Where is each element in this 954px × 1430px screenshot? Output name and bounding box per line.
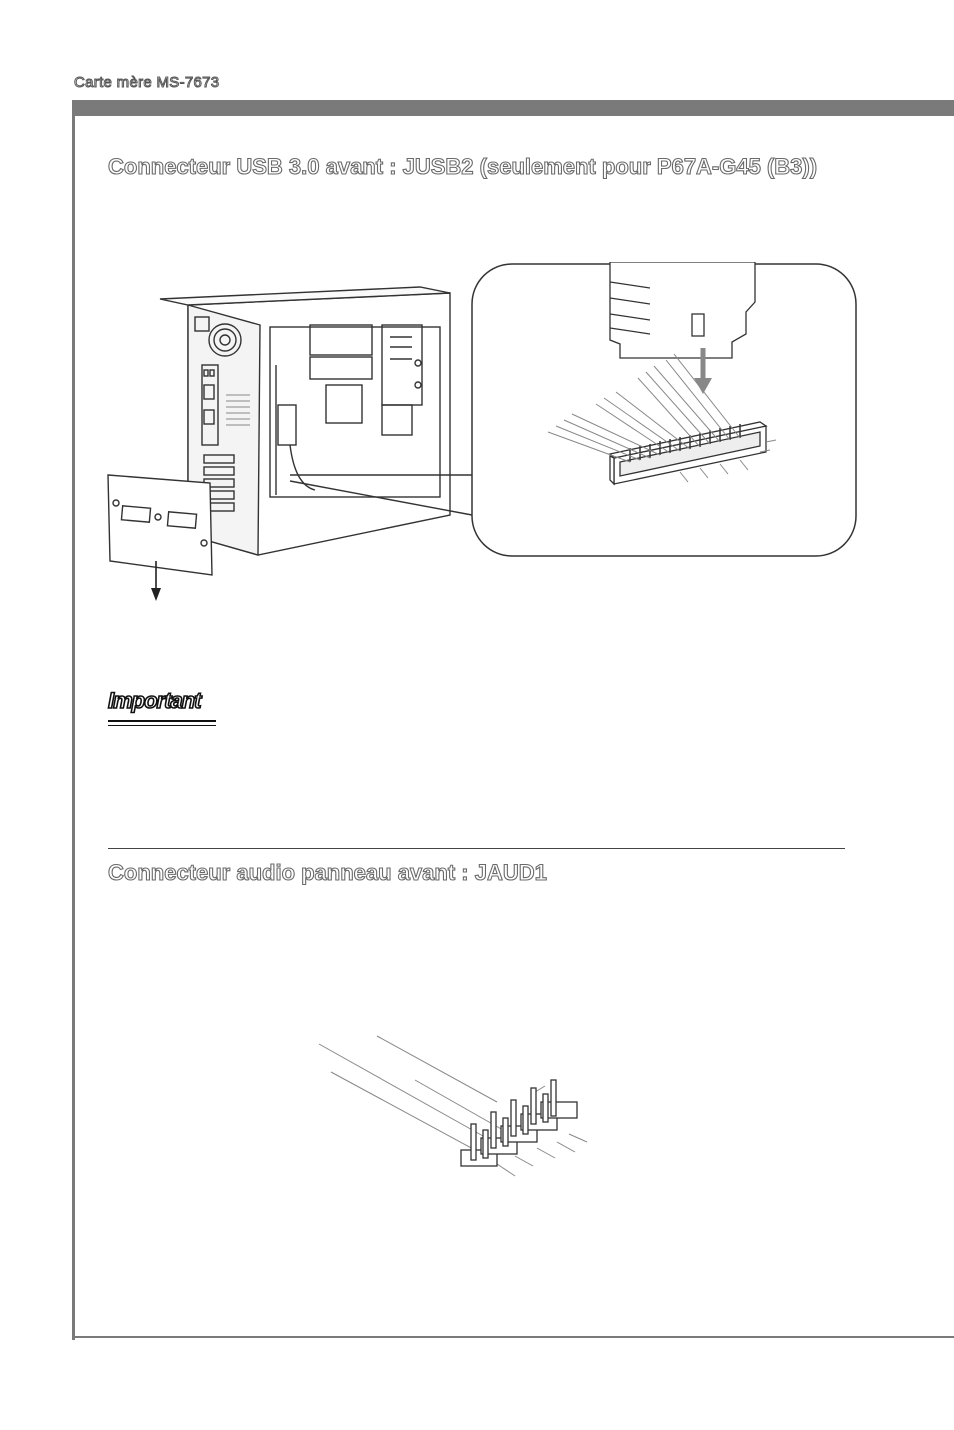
- section-divider: [108, 848, 845, 849]
- bottom-rule: [72, 1336, 954, 1338]
- important-underline: [108, 720, 216, 722]
- left-margin-rule: [72, 100, 75, 1340]
- section-title-usb3: Connecteur USB 3.0 avant : JUSB2 (seulement pour P67A-G45 (B3)): [108, 154, 818, 179]
- section-title-audio: Connecteur audio panneau avant : JAUD1: [108, 860, 547, 885]
- usb3-connector-zoom: [470, 262, 860, 560]
- important-label: Important: [108, 688, 201, 713]
- important-underline-thin: [108, 725, 216, 726]
- header-bar: [72, 100, 954, 116]
- page-header-title: Carte mère MS-7673: [74, 74, 220, 91]
- jaud1-connector-diagram: [315, 1030, 605, 1190]
- pc-case-illustration: [100, 285, 480, 605]
